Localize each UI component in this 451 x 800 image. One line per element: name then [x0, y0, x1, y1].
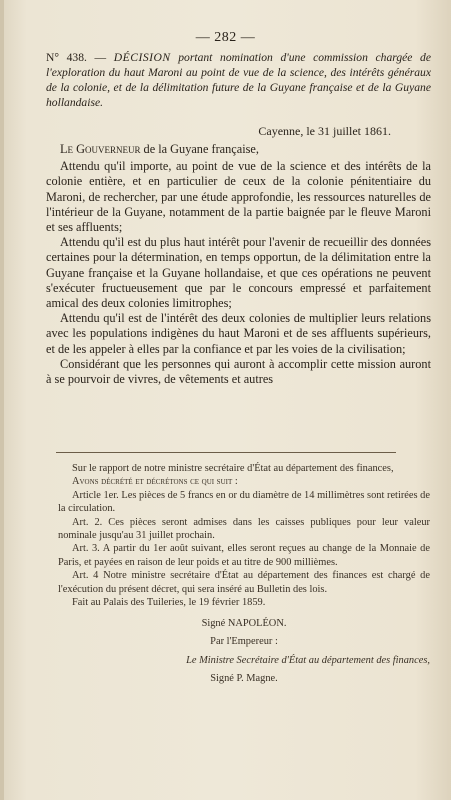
decree-footnote	[58, 462, 430, 685]
governor-title: Le Gouverneur	[60, 142, 141, 156]
minister-title: Le Ministre Secrétaire d'État au département des finances,	[186, 655, 430, 667]
decree-article: Article 1er. Les pièces de 5 francs en or du diamètre de 14 millimètres sont retirées de la circulation.	[58, 489, 430, 515]
paragraph: Attendu qu'il importe, au point de vue de la science et des intérêts de la colonie entière, et en particulier de ceux de la colonie pénitentiaire du Maroni, de rechercher, par une étude approfondie, les ressources naturelles de l'intérieur de la Guyane, notamment de la partie baignée par le fleuve Maroni et ses affluents;	[46, 159, 431, 235]
signature-napoleon: Signé NAPOLÉON.	[201, 618, 287, 630]
decision-body	[46, 142, 431, 387]
paragraph: Considérant que les personnes qui auront à accomplir cette mission auront à se pourvoir de vivres, de vêtements et autres	[46, 356, 431, 387]
decision-label: DÉCISION	[113, 51, 171, 64]
paragraph: Attendu qu'il est de l'intérêt des deux colonies de multiplier leurs relations avec les populations indigènes du haut Maroni et de ses affluents supérieurs, et de les appeler à elles par la confiance et par les voies de la civilisation;	[46, 311, 431, 356]
decree-intro: Sur le rapport de notre ministre secrétaire d'État au département des finances,	[72, 463, 394, 474]
governor-line	[46, 142, 431, 157]
decree-article: Art. 3. A partir du 1er août suivant, elles seront reçues au change de la Monnaie de Paris, et payées en raison de leur poids et au titre de 900 millièmes.	[58, 543, 430, 568]
decree-fait: Fait au Palais des Tuileries, le 19 février 1859.	[72, 597, 266, 609]
par-empereur: Par l'Empereur :	[210, 635, 278, 647]
decree-article: Art. 2. Ces pièces seront admises dans les caisses publiques pour leur valeur nominale jusqu'au 31 juillet prochain.	[58, 516, 430, 542]
decree-avons: Avons décrété et décrétons ce qui suit :	[72, 476, 238, 488]
paragraph: Attendu qu'il est du plus haut intérêt pour l'avenir de recueillir des données certaines pour la détermination, en temps opportun, de la délimitation entre la Guyane française et la Guyane hollandaise, et que ces opérations ne peuvent s'exécuter fructueusement que par le concours empressé et parfaitement amical des deux colonies limitrophes;	[46, 235, 431, 311]
page-spine-shadow	[0, 0, 4, 800]
decree-article: Art. 4 Notre ministre secrétaire d'État au département des finances est chargé de l'exécution du présent décret, qui sera inséré au Bulletin des lois.	[58, 570, 430, 595]
footnote-divider	[56, 452, 396, 453]
decision-heading	[46, 50, 431, 110]
place-date: Cayenne, le 31 juillet 1861.	[258, 124, 391, 138]
decision-number: N° 438. —	[46, 51, 107, 64]
page-number: — 282 —	[195, 30, 256, 45]
governor-rest: de la Guyane française,	[143, 142, 259, 156]
decision-title: portant nomination d'une commission chargée de l'exploration du haut Maroni au point de vue de la science, des intérêts généraux de la colonie, et de la délimitation future de la Guyane française et de la Guyane hollandaise.	[46, 51, 431, 109]
signature-magne: Signé P. Magne.	[210, 672, 278, 684]
